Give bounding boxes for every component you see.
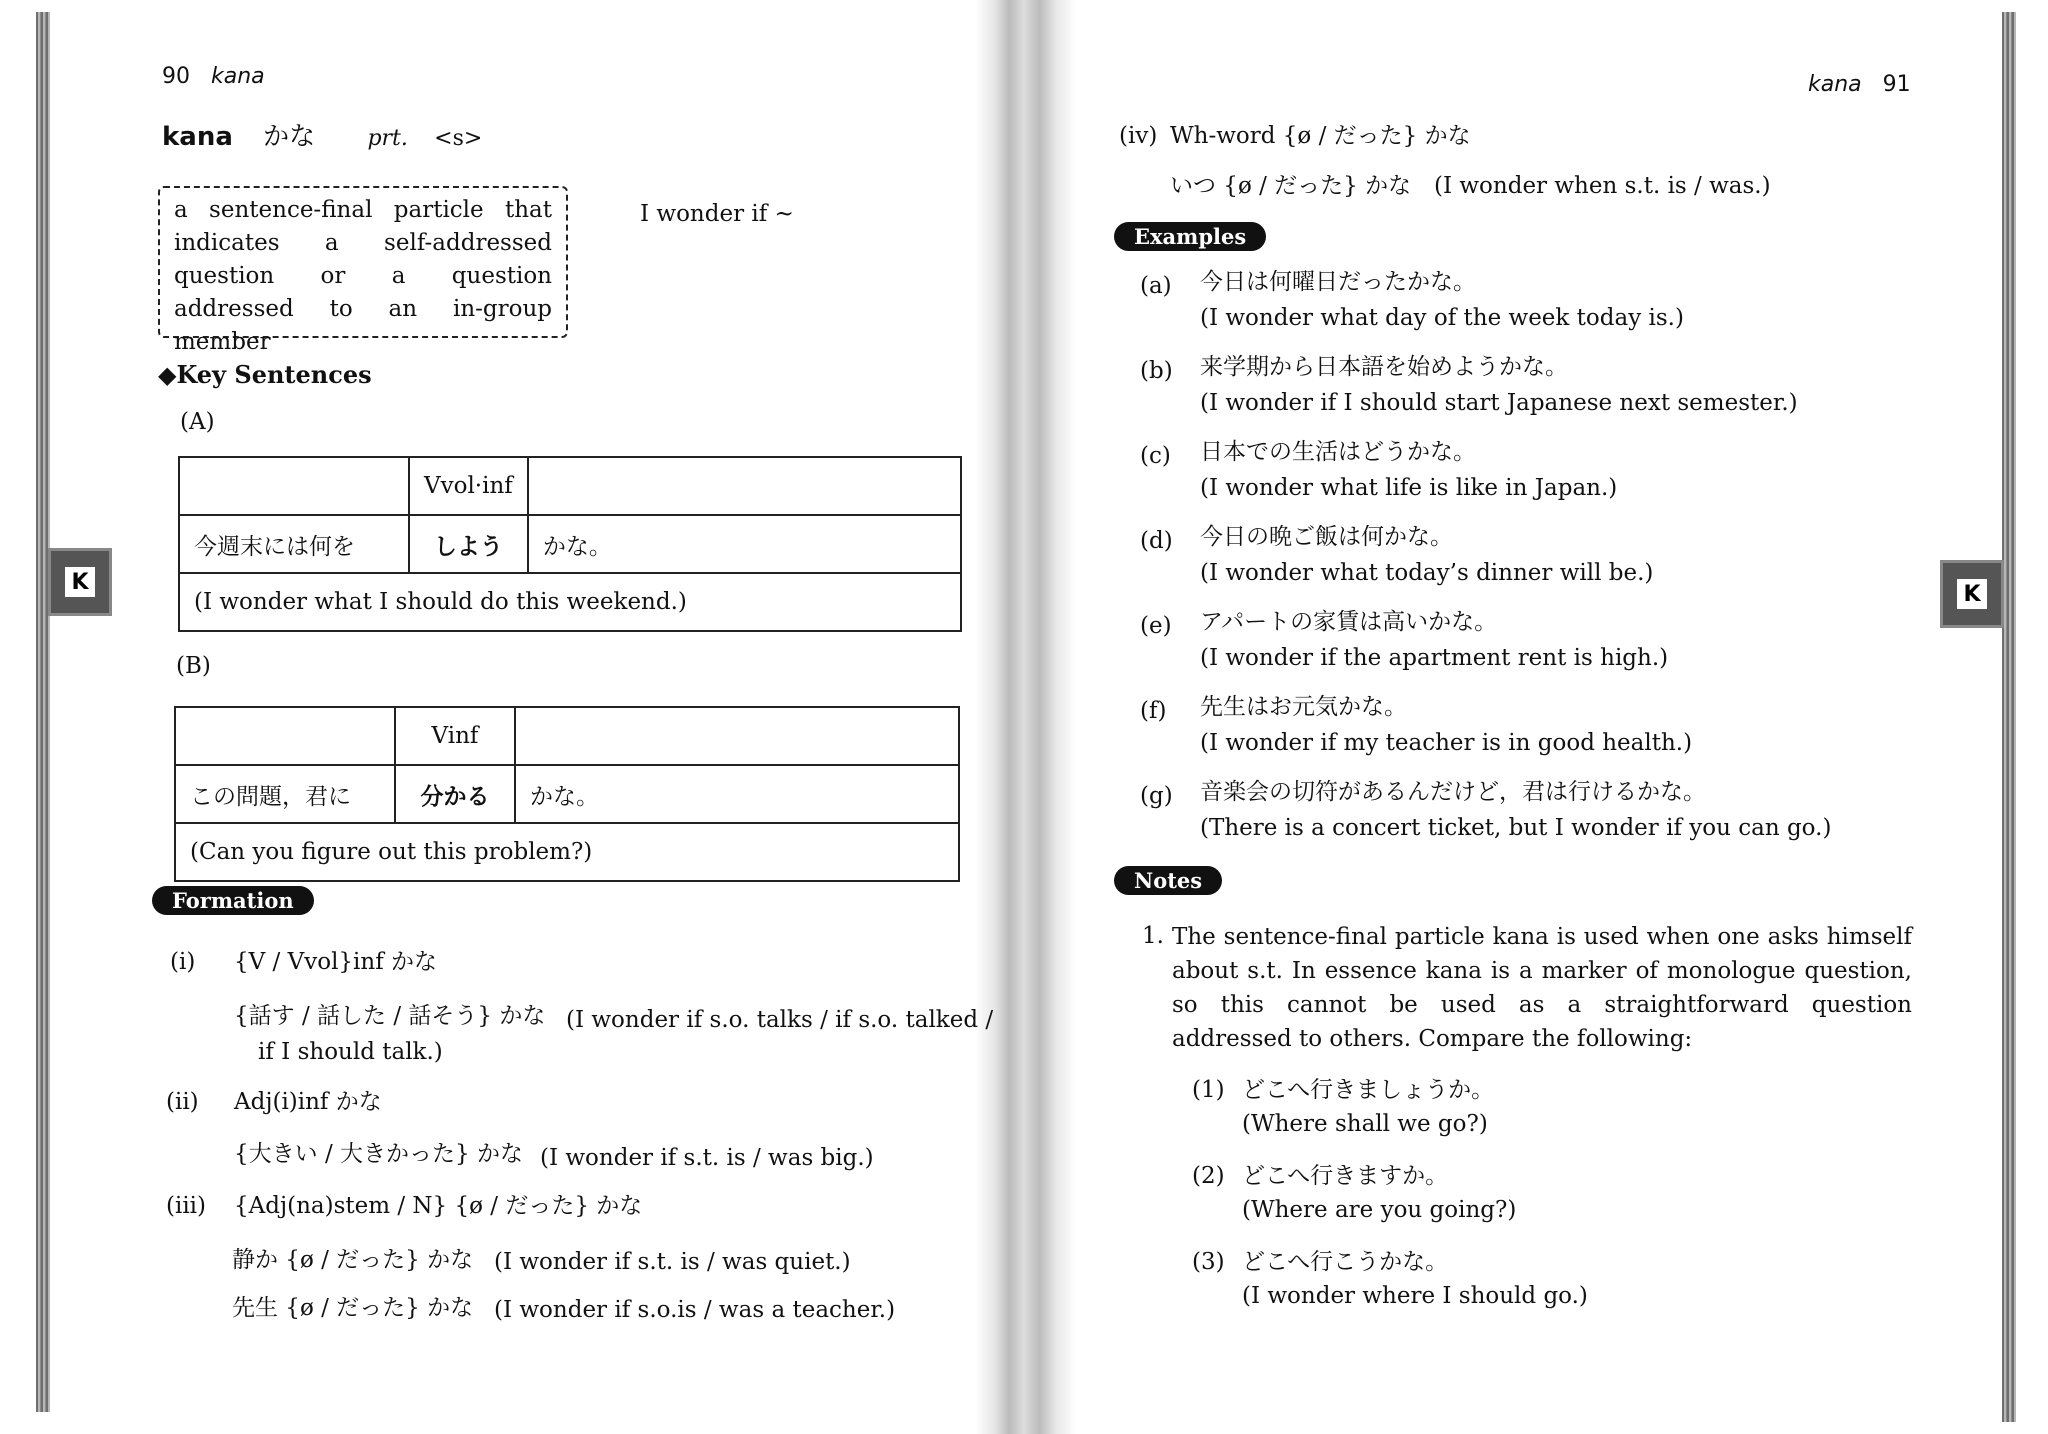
ks-a-header-empty (179, 457, 409, 515)
entry-tag: <s> (434, 126, 483, 151)
compare-english: (I wonder where I should go.) (1242, 1283, 1588, 1309)
thumb-index-letter-right: K (1957, 579, 1987, 609)
running-head-right: kana (1808, 72, 1862, 97)
example-english: (I wonder if I should start Japanese next semester.) (1200, 390, 1798, 416)
formation-label: Formation (152, 886, 314, 915)
key-sentences-heading: ◆Key Sentences (158, 360, 372, 389)
ks-b-cell-2: 分かる (395, 765, 515, 823)
formation-iv-pattern: Wh-word {ø / だった} かな (1170, 123, 1471, 149)
formation-iii-num: (iii) (166, 1193, 207, 1219)
example-english: (I wonder what today’s dinner will be.) (1200, 560, 1654, 586)
formation-ii-pattern: Adj(i)inf かな (234, 1089, 382, 1115)
entry-kana: かな (263, 122, 316, 152)
formation-i-translation-2: if I should talk.) (258, 1039, 443, 1065)
example-japanese: 今日の晩ご飯は何かな。 (1200, 524, 1453, 550)
example-japanese: 音楽会の切符があるんだけど，君は行けるかな。 (1200, 779, 1706, 805)
example-label: (b) (1140, 358, 1173, 384)
ks-a-cell-1: 今週末には何を (179, 515, 409, 573)
formation-i-translation-1: (I wonder if s.o. talks / if s.o. talked / (566, 1007, 994, 1033)
ks-b-header-empty-2 (515, 707, 959, 765)
thumb-index-tab-right (1940, 560, 2004, 628)
example-japanese: 今日は何曜日だったかな。 (1200, 269, 1476, 295)
compare-japanese: どこへ行きますか。 (1242, 1163, 1449, 1189)
compare-japanese: どこへ行きましょうか。 (1242, 1077, 1495, 1103)
scan-edge-left (36, 12, 50, 1412)
example-label: (c) (1140, 443, 1171, 469)
formation-iii-example-2: 先生 {ø / だった} かな (232, 1295, 474, 1321)
formation-i-pattern: {V / Vvol}inf かな (234, 949, 438, 975)
compare-english: (Where shall we go?) (1242, 1111, 1488, 1137)
entry-romaji: kana (162, 122, 233, 152)
example-english: (I wonder what life is like in Japan.) (1200, 475, 1618, 501)
key-sentence-table-b (174, 706, 960, 882)
ks-b-label: (B) (176, 653, 211, 679)
example-label: (a) (1140, 273, 1172, 299)
example-label: (d) (1140, 528, 1173, 554)
ks-a-label: (A) (180, 409, 215, 435)
formation-iii-example-1: 静か {ø / だった} かな (232, 1247, 474, 1273)
running-head-left: kana (211, 64, 265, 89)
ks-a-header-empty-2 (528, 457, 961, 515)
ks-a-header: Vvol·inf (409, 457, 528, 515)
example-japanese: アパートの家賃は高いかな。 (1200, 609, 1498, 635)
example-label: (f) (1140, 698, 1167, 724)
example-label: (g) (1140, 783, 1173, 809)
scan-edge-right (2002, 12, 2016, 1422)
formation-iv-num: (iv) (1119, 123, 1158, 149)
examples-label: Examples (1114, 222, 1266, 251)
ks-a-translation: (I wonder what I should do this weekend.) (179, 573, 961, 631)
compare-label: (2) (1192, 1163, 1225, 1189)
example-label: (e) (1140, 613, 1172, 639)
key-sentence-table-a (178, 456, 962, 632)
example-japanese: 日本での生活はどうかな。 (1200, 439, 1476, 465)
gutter-left (975, 0, 1024, 1434)
example-english: (I wonder if the apartment rent is high.) (1200, 645, 1669, 671)
formation-iii-translation-1: (I wonder if s.t. is / was quiet.) (494, 1249, 851, 1275)
gutter-right (1024, 0, 1076, 1434)
thumb-index-tab-left (48, 548, 112, 616)
compare-english: (Where are you going?) (1242, 1197, 1517, 1223)
ks-a-cell-3: かな。 (528, 515, 961, 573)
ks-a-cell-2: しよう (409, 515, 528, 573)
thumb-index-letter-left: K (65, 567, 95, 597)
entry-pos: prt. (367, 126, 408, 151)
ks-b-cell-1: この問題，君に (175, 765, 395, 823)
example-english: (I wonder what day of the week today is.) (1200, 305, 1684, 331)
formation-ii-num: (ii) (166, 1089, 199, 1115)
entry-heading (162, 116, 482, 153)
formation-iii-translation-2: (I wonder if s.o.is / was a teacher.) (494, 1297, 896, 1323)
ks-b-translation: (Can you figure out this problem?) (175, 823, 959, 881)
page-number-right: 91 (1882, 72, 1911, 97)
ks-b-cell-3: かな。 (515, 765, 959, 823)
example-english: (I wonder if my teacher is in good health.) (1200, 730, 1693, 756)
note-1-text: The sentence-final particle kana is used when one asks himself about s.t. In essence kana is a marker of monologue question, so this cannot be used as a straightforward question addressed to others. Compare the following: (1172, 924, 1912, 1052)
page-header-left (162, 64, 265, 89)
formation-ii-translation: (I wonder if s.t. is / was big.) (540, 1145, 874, 1171)
compare-label: (3) (1192, 1249, 1225, 1275)
example-japanese: 来学期から日本語を始めようかな。 (1200, 354, 1568, 380)
compare-label: (1) (1192, 1077, 1225, 1103)
example-english: (There is a concert ticket, but I wonder if you can go.) (1200, 815, 1832, 841)
formation-iii-pattern: {Adj(na)stem / N} {ø / だった} かな (234, 1193, 643, 1219)
formation-iv-translation: (I wonder when s.t. is / was.) (1434, 173, 1771, 199)
formation-i-example: {話す / 話した / 話そう} かな (234, 1003, 546, 1029)
note-1-number: 1. (1142, 923, 1164, 949)
formation-i-num: (i) (170, 949, 196, 975)
formation-ii-example: {大きい / 大きかった} かな (234, 1141, 523, 1167)
right-page (1024, 0, 2048, 1434)
english-gloss: I wonder if ~ (640, 201, 794, 227)
ks-b-header: Vinf (395, 707, 515, 765)
notes-label: Notes (1114, 866, 1222, 895)
example-japanese: 先生はお元気かな。 (1200, 694, 1407, 720)
ks-b-header-empty (175, 707, 395, 765)
compare-japanese: どこへ行こうかな。 (1242, 1249, 1449, 1275)
page-number-left: 90 (162, 64, 190, 89)
definition-text: a sentence-final particle that indicates a self-addressed question or a question addressed to an in-group member (174, 197, 552, 355)
page-header-right (1808, 72, 1911, 97)
formation-iv-example: いつ {ø / だった} かな (1170, 173, 1412, 199)
definition-box (158, 186, 568, 355)
